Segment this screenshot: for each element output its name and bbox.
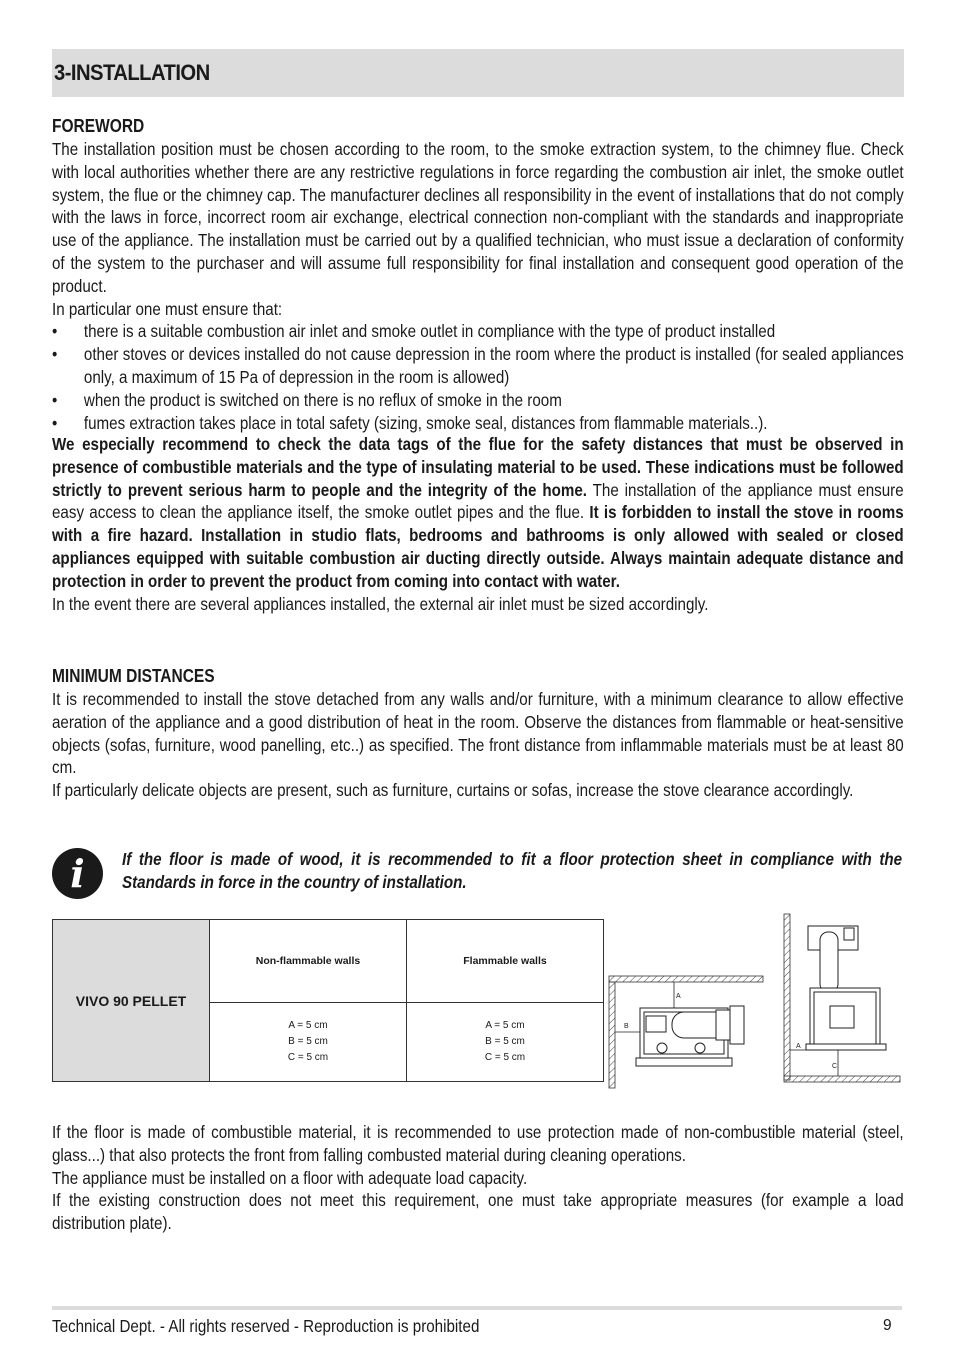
footer-divider [52,1306,902,1310]
non-flammable-values [210,1003,407,1082]
foreword-list-intro: In particular one must ensure that: [52,298,283,319]
floor [784,1076,900,1082]
minimum-distances-heading: MINIMUM DISTANCES [52,666,215,686]
recommendation-section [52,433,904,615]
minimum-distances-section [52,664,904,802]
list-item: • there is a suitable combustion air inlet and smoke outlet in compliance with the type of product installed [52,320,904,343]
foreword-paragraph: The installation position must be chosen according to the room, to the smoke extraction system, to the chimney flue. Check with local authorities whether there are any restrictive regulations in force regarding the combustion air inlet, the smoke outlet system, the flue or the chimney cap. The manufacturer declines all responsibility in the event of installations that do not comply with the laws in force, incorrect room air exchange, electrical connection non-compliant with the standards and inappropriate use of the appliance. The installation must be carried out by a qualified technician, who must issue a declaration of conformity of the system to the purchaser and will assume full responsibility for final installation and consequent good operation of the product. [52,139,904,296]
distance-table [52,919,604,1082]
foreword-heading: FOREWORD [52,116,145,136]
side-view-diagram [780,910,904,1086]
recommendation-bold-1: We especially recommend to check the data tags of the flue for the safety distances that must be observed in presence of combustible materials and the type of insulating material to be used. These indications must be followed strictly to prevent serious harm to people and the integrity of the home. [52,434,904,500]
info-note-text: If the floor is made of wood, it is recommended to fit a floor protection sheet in compliance with the Standards in force in the country of installation. [122,849,903,892]
label-b: B [624,1023,629,1030]
wall-top [609,976,763,982]
section-title: 3-INSTALLATION [54,60,210,85]
foreword-section [52,114,904,434]
value-b: B = 5 cm [485,1036,525,1047]
recommendation-note: In the event there are several appliances installed, the external air inlet must be sized accordingly. [52,593,709,614]
floor-line-3: If the existing construction does not meet this requirement, one must take appropriate measures (for example a load distribution plate). [52,1190,904,1234]
wall-back [784,914,790,1080]
recommendation-paragraph [52,433,904,593]
stove-side-view [806,926,886,1050]
value-c: C = 5 cm [287,1052,329,1063]
label-a: A [676,993,681,1000]
flammable-values [407,1003,604,1082]
minimum-distances-paragraph-2: If particularly delicate objects are present, such as furniture, curtains or sofas, increase the stove clearance accordingly. [52,780,854,801]
column-header-non-flammable: Non-flammable walls [210,920,407,1003]
stove-top-view [636,1006,744,1066]
column-header-flammable: Flammable walls [407,920,604,1003]
value-a: A = 5 cm [288,1020,328,1031]
recommendation-normal-1: The installation of the appliance must ensure easy access to clean the appliance itself, the smoke outlet pipes and the flue. [52,479,904,523]
minimum-distances-paragraph-1: It is recommended to install the stove detached from any walls and/or furniture, with a minimum clearance to allow effective aeration of the appliance and a good distribution of heat in the room. Observe the distances from flammable or heat-sensitive objects (sofas, furniture, wood panelling, etc..) as specified. The front distance from inflammable materials must be at least 80 cm. [52,689,904,778]
top-view-diagram [606,970,766,1090]
list-item: • fumes extraction takes place in total safety (sizing, smoke seal, distances from flammable materials..). [52,412,904,435]
wall-left [609,982,615,1088]
floor-section [52,1121,904,1235]
foreword-bullet-list [52,320,904,434]
recommendation-bold-2: It is forbidden to install the stove in rooms with a fire hazard. Installation in studio flats, bedrooms and bathrooms is only allowed with sealed or closed appliances equipped with suitable combustion air ducting directly outside. Always maintain adequate distance and protection in order to prevent the product from coming into contact with water. [52,502,904,591]
value-a: A = 5 cm [485,1020,525,1031]
floor-line-2: The appliance must be installed on a floor with adequate load capacity. [52,1167,528,1188]
label-c: C [832,1063,838,1070]
list-item: • when the product is switched on there is no reflux of smoke in the room [52,389,904,412]
value-c: C = 5 cm [484,1052,526,1063]
info-note [52,848,904,898]
page-number: 9 [883,1317,892,1334]
info-icon: i [52,848,103,899]
label-a: A [796,1043,801,1050]
section-title-bar [52,49,904,97]
model-name: VIVO 90 PELLET [53,920,210,1082]
footer-text: Technical Dept. - All rights reserved - Reproduction is prohibited [52,1316,480,1336]
value-b: B = 5 cm [288,1036,328,1047]
floor-line-1: If the floor is made of combustible material, it is recommended to use protection made of non-combustible material (steel, glass...) that also protects the front from falling combusted material during cleaning operations. [52,1122,904,1165]
list-item: • other stoves or devices installed do not cause depression in the room where the product is installed (for sealed appliances only, a maximum of 15 Pa of depression in the room is allowed) [52,343,904,389]
